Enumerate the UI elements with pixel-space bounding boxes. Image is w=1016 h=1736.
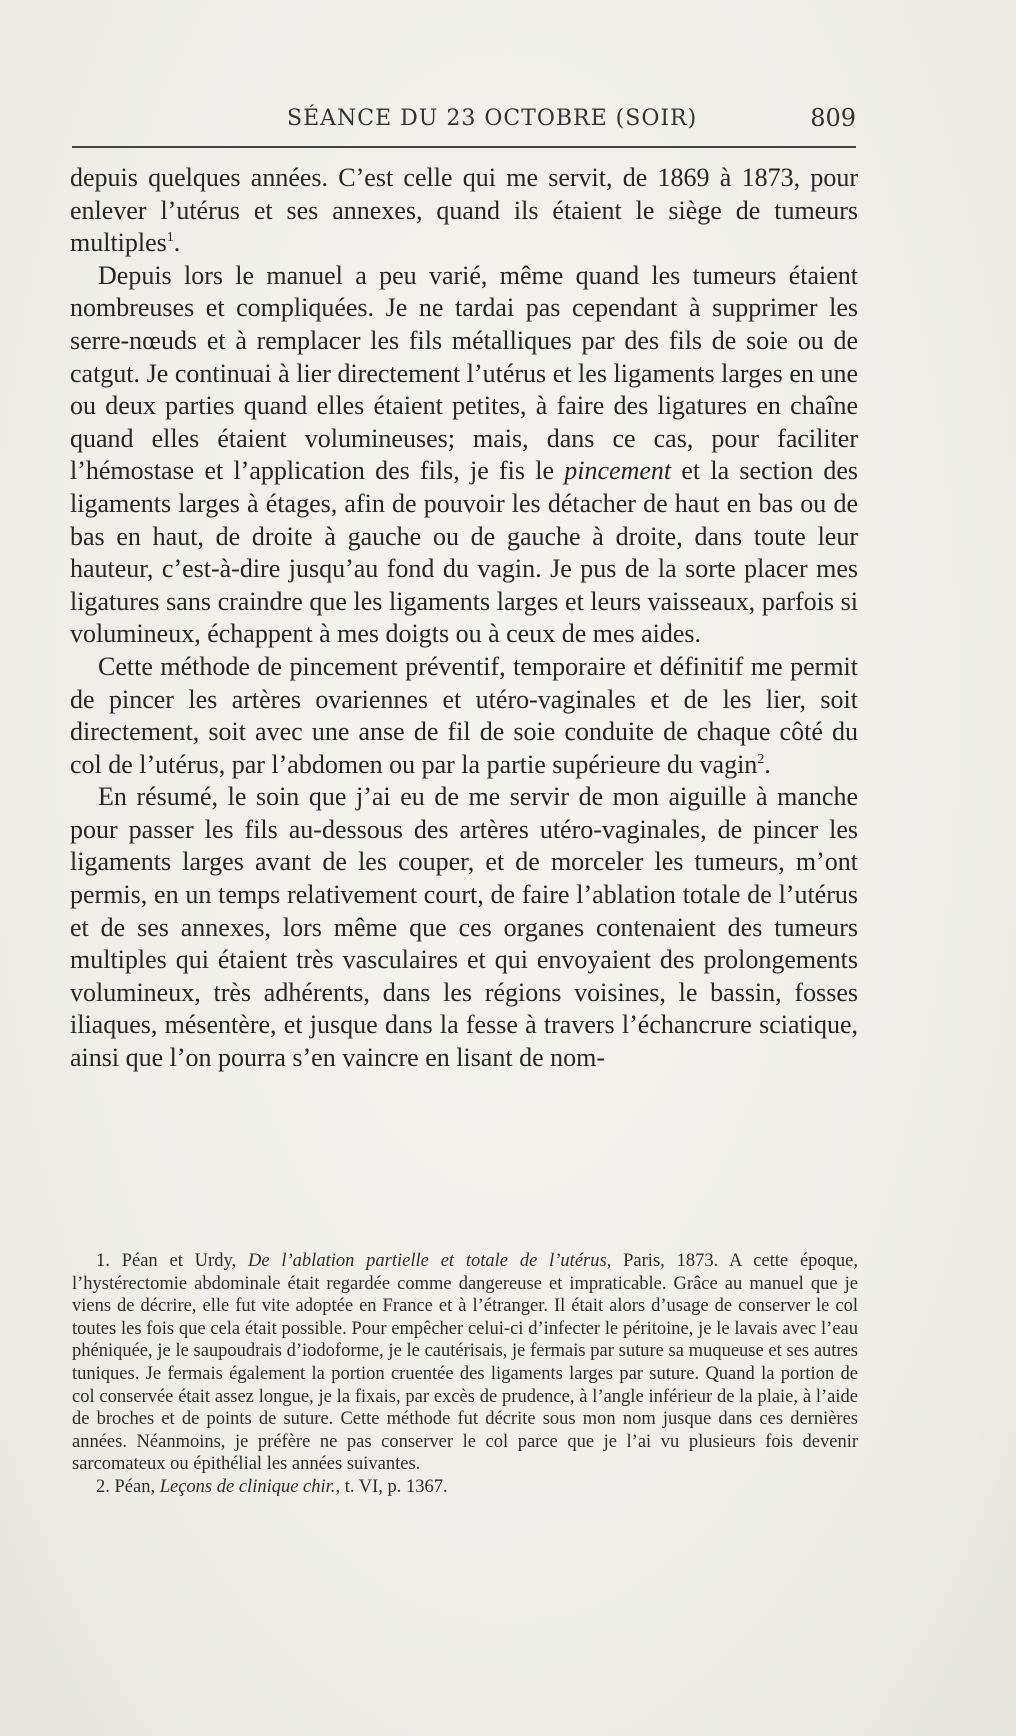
- paragraph-3-end: .: [764, 749, 771, 779]
- footnotes: [72, 1250, 858, 1499]
- paragraph-1-text: depuis quelques années. C’est celle qui me servit, de 1869 à 1873, pour enlever l’utérus et ses annexes, quand ils étaient le siège de tumeurs multiples: [70, 163, 858, 258]
- paragraph-4: En résumé, le soin que j’ai eu de me servir de mon aiguille à manche pour passer les fils au-dessous des artères utéro-vaginales, de pincer les ligaments larges avant de les couper, et de morceler les tumeurs, m’ont permis, en un temps relativement court, de faire l’ablation totale de l’utérus et de ses annexes, lors même que ces organes contenaient des tumeurs multiples qui étaient très vasculaires et qui envoyaient des prolongements volumineux, très adhérents, dans les régions voisines, le bassin, fosses iliaques, mésentère, et jusque dans la fesse à travers l’échancrure sciatique, ainsi que l’on pourra s’en vaincre en lisant de nom-: [70, 782, 858, 1073]
- page-number: 809: [810, 104, 856, 132]
- running-title: SÉANCE DU 23 OCTOBRE (SOIR): [287, 106, 698, 131]
- footnote-1-lead: 1. Péan et Urdy,: [96, 1251, 248, 1271]
- footnote-2-text: , t. VI, p. 1367.: [335, 1476, 448, 1497]
- running-header: [72, 100, 856, 140]
- paragraph-3: [70, 651, 858, 781]
- footnote-2-lead: 2. Péan,: [96, 1476, 160, 1497]
- paragraph-2-emphasis: pincement: [564, 456, 672, 486]
- footnote-1: [72, 1250, 858, 1476]
- header-rule: [72, 146, 856, 148]
- paragraph-2-text-b: et la section des ligaments larges à étages, afin de pouvoir les détacher de haut en bas ou de bas en haut, de droite à gauche ou de gauche à droite, dans toute leur hauteur, c’est-à-dire jusqu’au fond du vagin. Je pus de la sorte placer mes ligatures sans craindre que les ligaments larges et leurs vaisseaux, parfois si volumineux, échappent à mes doigts ou à ceux de mes aides.: [70, 456, 858, 649]
- paragraph-2: [70, 260, 858, 651]
- footnote-2: [72, 1476, 858, 1499]
- footnote-ref-2: 2: [757, 751, 765, 767]
- body-text: [70, 162, 858, 1075]
- paragraph-3-text: Cette méthode de pincement préventif, temporaire et définitif me permit de pincer les artères ovariennes et utéro-vaginales et de les lier, soit directement, soit avec une anse de fil de soie conduite de chaque côté du col de l’utérus, par l’abdomen ou par la partie supérieure du vagin: [70, 651, 858, 779]
- footnote-ref-1: 1: [166, 230, 174, 246]
- footnote-1-title: De l’ablation partielle et totale de l’utérus: [247, 1251, 607, 1271]
- footnote-2-title: Leçons de clinique chir.: [159, 1476, 336, 1497]
- paragraph-1-end: .: [173, 228, 181, 258]
- paragraph-2-text-a: Depuis lors le manuel a peu varié, même quand les tumeurs étaient nombreuses et compliquées. Je ne tardai pas cependant à supprimer les serre-nœuds et à remplacer les fils métalliques par des fils de soie ou de catgut. Je continuai à lier directement l’utérus et les ligaments larges en une ou deux parties quand elles étaient petites, à faire des ligatures en chaîne quand elles étaient volumineuses; mais, dans ce cas, pour faciliter l’hémostase et l’application des fils, je fis le: [70, 260, 858, 486]
- footnote-1-text: , Paris, 1873. A cette époque, l’hystérectomie abdominale était regardée comme dangereuse et impraticable. Grâce au manuel que je viens de décrire, elle fut vite adoptée en France et à l’étranger. Il était alors d’usage de conserver le col toutes les fois que cela était possible. Pour empêcher celui-ci d’infecter le péritoine, je le lavais avec l’eau phéniquée, je le saupoudrais d’iodoforme, je le cautérisais, je fermais par suture sa muqueuse et ses autres tuniques. Je fermais également la portion cruentée des ligaments larges par suture. Quand la portion de col conservée était assez longue, je la fixais, par excès de prudence, à l’angle inférieur de la plaie, à l’aide de broches et de points de suture. Cette méthode fut décrite sous mon nom jusque dans ces dernières années. Néanmoins, je préfère ne pas conserver le col parce que je l’ai vu plusieurs fois devenir sarcomateux ou épithélial les années suivantes.: [72, 1251, 859, 1475]
- paragraph-1: [70, 162, 858, 260]
